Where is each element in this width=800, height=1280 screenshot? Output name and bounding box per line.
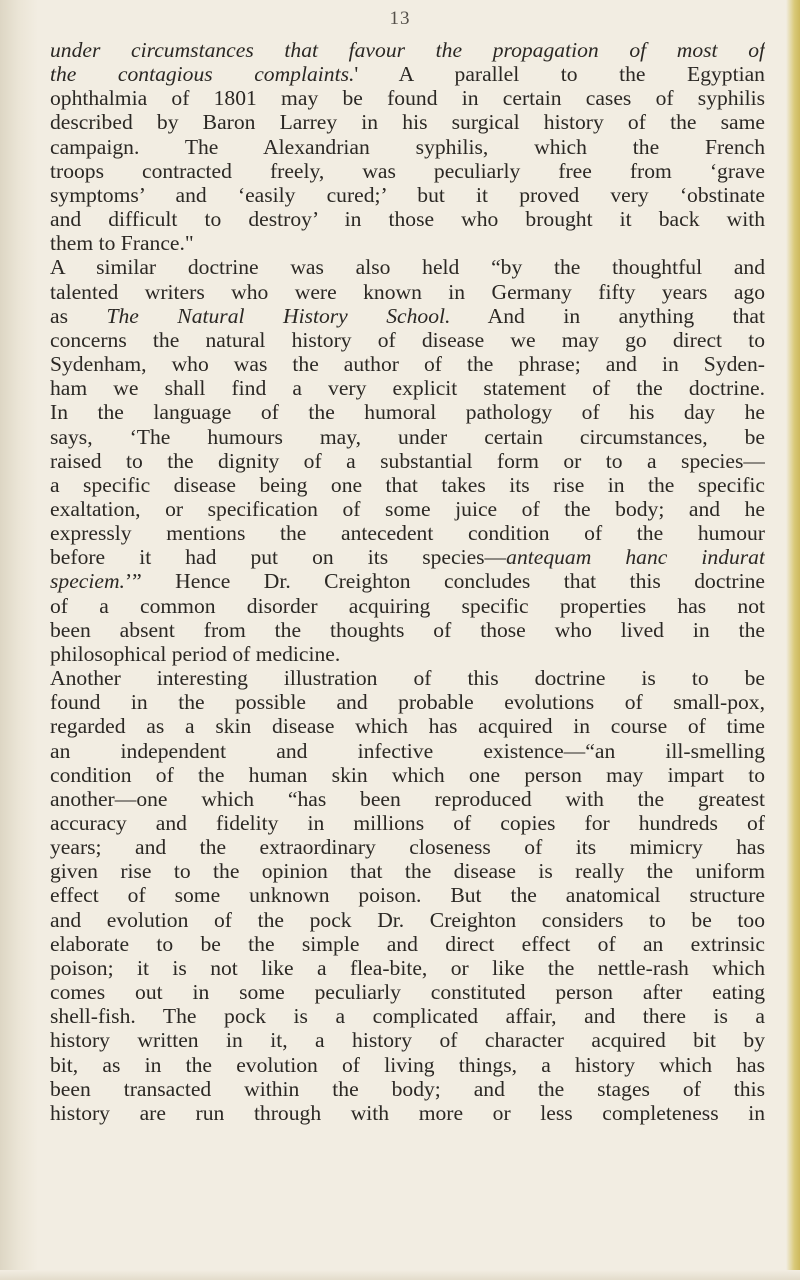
text-line [50,763,765,787]
body-text [50,38,765,1125]
text-line [50,425,765,449]
text-run: a specific disease being one that takes its rise in the specific [50,472,765,497]
text-run: described by Baron Larrey in his surgical history of the same [50,110,765,135]
text-run: Sydenham, who was the author of the phrase; and in Syden- [50,352,765,377]
text-line [50,449,765,473]
text-run: Another interesting illustration of this doctrine is to be [50,666,765,691]
text-run: elaborate to be the simple and direct effect of an extrinsic [50,931,765,956]
text-run: comes out in some peculiarly constituted person after eating [50,980,765,1005]
page-edge-gilt [786,0,800,1280]
text-run: of a common disorder acquiring specific properties has not [50,593,765,618]
text-line [50,787,765,811]
text-line [50,618,765,642]
text-run: condition of the human skin which one person may impart to [50,762,765,787]
text-run: And in anything that [450,303,765,328]
text-line [50,690,765,714]
text-line [50,231,765,255]
text-run: ham we shall find a very explicit statement of the doctrine. [50,376,765,401]
text-line [50,1004,765,1028]
text-line [50,1077,765,1101]
text-run: another—one which “has been reproduced with the greatest [50,786,765,811]
text-line [50,811,765,835]
page-gutter-shadow [0,0,38,1280]
text-line [50,932,765,956]
text-run: accuracy and fidelity in millions of copies for hundreds of [50,811,765,835]
text-run: concerns the natural history of disease we may go direct to [50,327,765,352]
text-run: raised to the dignity of a substantial form or to a species— [50,448,765,473]
text-line [50,400,765,424]
text-run: an independent and infective existence—“an ill-smelling [50,738,765,763]
text-run: A similar doctrine was also held “by the thoughtful and [50,255,765,280]
page-number: 13 [389,8,411,29]
text-line [50,739,765,763]
text-line [50,859,765,883]
text-run: given rise to the opinion that the disease is really the uniform [50,859,765,884]
text-line [50,980,765,1004]
text-line [50,545,765,569]
text-line [50,110,765,134]
italic-text: speciem. [50,569,125,594]
text-run: them to France." [50,231,194,256]
text-line [50,159,765,183]
text-line [50,473,765,497]
text-line [50,135,765,159]
text-line [50,376,765,400]
page-bottom-edge [0,1270,800,1280]
text-run: ' A parallel to the Egyptian [354,62,765,87]
text-line [50,207,765,231]
text-run: history are run through with more or less completeness in [50,1100,765,1125]
text-line [50,835,765,859]
text-run: campaign. The Alexandrian syphilis, which the French [50,134,765,159]
text-run: philosophical period of medicine. [50,641,341,666]
text-run: symptoms’ and ‘easily cured;’ but it proved very ‘obstinate [50,182,765,207]
text-run: poison; it is not like a flea-bite, or like the nettle-rash which [50,955,765,980]
text-line [50,569,765,593]
text-line [50,183,765,207]
text-line [50,255,765,279]
text-line [50,666,765,690]
text-run: effect of some unknown poison. But the anatomical structure [50,883,765,908]
text-line [50,38,765,62]
text-run: ophthalmia of 1801 may be found in certain cases of syphilis [50,86,765,111]
text-run: found in the possible and probable evolutions of small-pox, [50,690,765,715]
text-run: regarded as a skin disease which has acquired in course of time [50,714,765,739]
text-run: before it had put on its species— [50,545,507,570]
text-run: history written in it, a history of character acquired bit by [50,1028,765,1053]
text-line [50,956,765,980]
text-run: bit, as in the evolution of living things, a history which has [50,1052,765,1077]
text-run: years; and the extraordinary closeness of its mimicry has [50,835,765,860]
italic-text: the contagious complaints. [50,62,355,87]
italic-text: The Natural History School. [106,303,451,328]
text-line [50,714,765,738]
text-line [50,883,765,907]
text-run: ’” Hence Dr. Creighton concludes that this doctrine [124,569,765,594]
text-line [50,1028,765,1052]
italic-text: antequam hanc indurat [506,545,765,570]
text-line [50,1053,765,1077]
text-line [50,304,765,328]
text-run: talented writers who were known in Germany fifty years ago [50,279,765,304]
text-line [50,521,765,545]
text-run: says, ‘The humours may, under certain circumstances, be [50,424,765,449]
text-line [50,280,765,304]
text-run: In the language of the humoral pathology of his day he [50,400,765,425]
italic-text: under circumstances that favour the propagation of most of [50,38,765,62]
text-line [50,497,765,521]
text-line [50,86,765,110]
text-run: been absent from the thoughts of those who lived in the [50,617,765,642]
text-line [50,594,765,618]
text-run: troops contracted freely, was peculiarly free from ‘grave [50,158,765,183]
text-run: been transacted within the body; and the stages of this [50,1076,765,1101]
text-line [50,642,765,666]
text-line [50,62,765,86]
text-line [50,908,765,932]
text-run: shell-fish. The pock is a complicated affair, and there is a [50,1004,765,1029]
text-line [50,1101,765,1125]
text-run: as [50,303,107,328]
text-run: and evolution of the pock Dr. Creighton considers to be too [50,907,765,932]
text-run: exaltation, or specification of some juice of the body; and he [50,496,765,521]
text-line [50,352,765,376]
text-line [50,328,765,352]
text-run: and difficult to destroy’ in those who brought it back with [50,207,765,232]
text-run: expressly mentions the antecedent condition of the humour [50,521,765,546]
